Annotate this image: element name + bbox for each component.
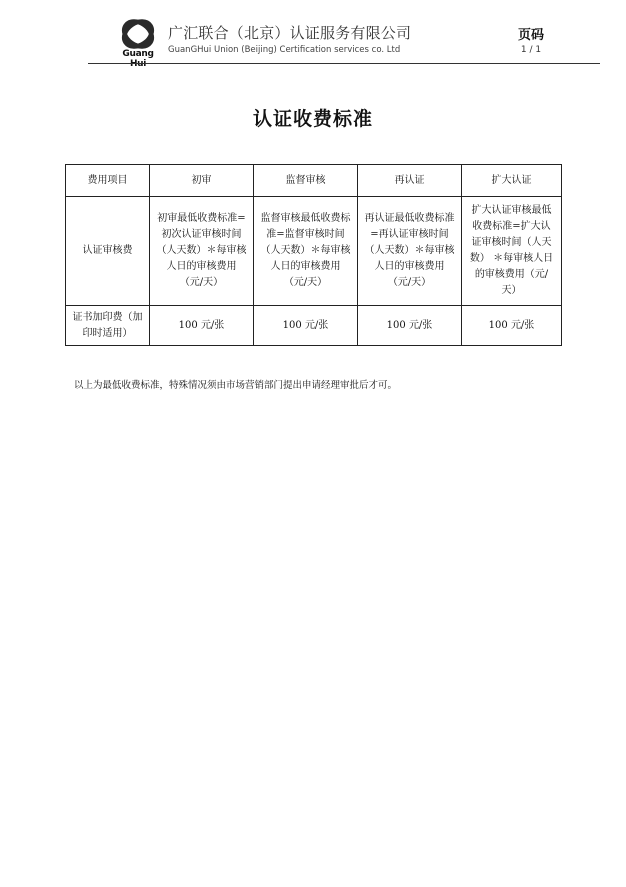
row-label-cell: 认证审核费	[66, 197, 150, 306]
footnote: 以上为最低收费标准，特殊情况须由市场营销部门提出申请经理审批后才可。	[74, 380, 398, 391]
header-divider	[88, 63, 600, 64]
company-name-cn: 广汇联合（北京）认证服务有限公司	[168, 24, 412, 42]
header-cell: 再认证	[358, 165, 462, 197]
page-label: 页码	[517, 28, 544, 43]
table-row	[66, 197, 562, 306]
header-cell: 监督审核	[254, 165, 358, 197]
table-row	[66, 306, 562, 346]
table-cell: 初审最低收费标准=初次认证审核时间（人天数）＊每审核人日的审核费用（元/天）	[150, 197, 254, 306]
fee-table	[65, 164, 562, 346]
table-cell: 扩大认证审核最低收费标准=扩大认证审核时间（人天数） ＊每审核人日的审核费用（元/天）	[462, 197, 562, 306]
table-cell: 100 元/张	[358, 306, 462, 346]
table-cell: 100 元/张	[150, 306, 254, 346]
page-number: 1 / 1	[520, 45, 542, 55]
table-cell: 100 元/张	[254, 306, 358, 346]
header-cell: 费用项目	[66, 165, 150, 197]
header-cell: 扩大认证	[462, 165, 562, 197]
company-name-en: GuanGHui Union (Beijing) Certification services co. Ltd	[168, 45, 401, 55]
header-cell: 初审	[150, 165, 254, 197]
document-title: 认证收费标准	[252, 108, 373, 130]
row-label-cell: 证书加印费（加印时适用）	[66, 306, 150, 346]
table-header-row	[66, 165, 562, 197]
table-cell: 监督审核最低收费标准=监督审核时间（人天数）＊每审核人日的审核费用（元/天）	[254, 197, 358, 306]
logo-text: Guang Hui	[122, 49, 154, 69]
table-cell: 100 元/张	[462, 306, 562, 346]
table-cell: 再认证最低收费标准=再认证审核时间（人天数）＊每审核人日的审核费用（元/天）	[358, 197, 462, 306]
